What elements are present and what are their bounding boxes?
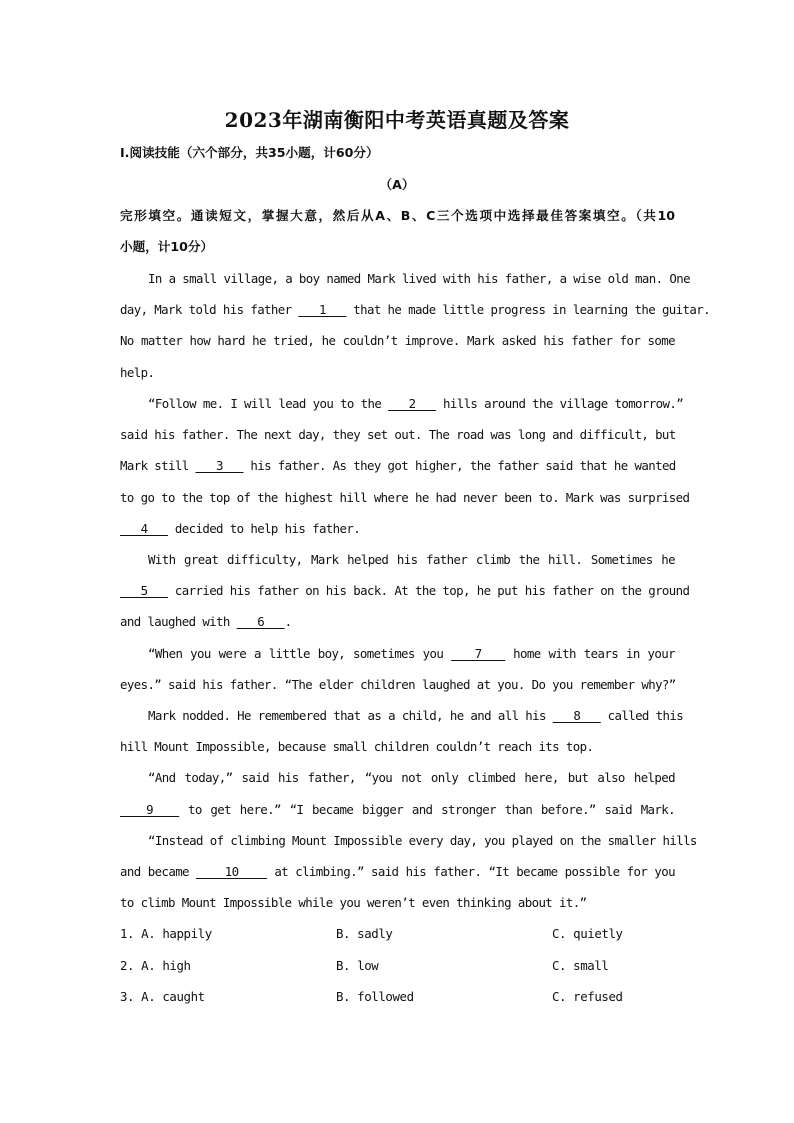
option-a: 1. A. happily xyxy=(120,926,212,941)
text-run: that he made little progress in learning the guitar. xyxy=(346,302,710,317)
instructions-line-2: 小题，计10分） xyxy=(120,239,214,254)
option-c: C. refused xyxy=(552,989,623,1004)
blank-3: 3 xyxy=(195,458,244,473)
passage-line xyxy=(148,707,684,725)
passage-line: “Instead of climbing Mount Impossible every day, you played on the smaller hills xyxy=(148,833,697,848)
blank-7: 7 xyxy=(451,646,506,661)
blank-1: 1 xyxy=(298,302,347,317)
text-run: at climbing.” said his father. “It became possible for you xyxy=(267,864,675,879)
blank-6: 6 xyxy=(236,614,285,629)
blank-8: 8 xyxy=(552,708,601,723)
passage-line xyxy=(148,645,675,663)
passage-line xyxy=(120,301,710,319)
blank-5: 5 xyxy=(120,583,169,598)
passage-line: hill Mount Impossible, because small children couldn’t reach its top. xyxy=(120,739,594,754)
text-run: home with tears in your xyxy=(505,646,675,661)
passage-line xyxy=(120,582,690,600)
passage-line: “And today,” said his father, “you not only climbed here, but also helped xyxy=(148,770,675,785)
document-title: 2023年湖南衡阳中考英语真题及答案 xyxy=(224,108,570,132)
option-c: C. small xyxy=(552,958,609,973)
option-b: B. sadly xyxy=(336,926,393,941)
part-label: （A） xyxy=(379,177,415,192)
section-heading: I.阅读技能（六个部分，共35小题，计60分） xyxy=(120,145,379,160)
text-run: “When you were a little boy, sometimes you xyxy=(148,646,452,661)
text-run: “Follow me. I will lead you to the xyxy=(148,396,389,411)
text-run: hills around the village tomorrow.” xyxy=(436,396,684,411)
option-b: B. followed xyxy=(336,989,414,1004)
text-run: Mark still xyxy=(120,458,196,473)
text-run: . xyxy=(284,614,292,629)
passage-line: to go to the top of the highest hill where he had never been to. Mark was surprised xyxy=(120,490,690,505)
passage-line: said his father. The next day, they set out. The road was long and difficult, but xyxy=(120,427,676,442)
text-run: to get here.” “I became bigger and stronger than before.” said Mark. xyxy=(179,802,675,817)
passage-line: In a small village, a boy named Mark lived with his father, a wise old man. One xyxy=(148,271,690,286)
text-run: carried his father on his back. At the top, he put his father on the ground xyxy=(168,583,690,598)
text-run: called this xyxy=(600,708,684,723)
passage-line xyxy=(120,613,675,631)
passage-line: to climb Mount Impossible while you weren’t even thinking about it.” xyxy=(120,895,587,910)
text-run: Mark nodded. He remembered that as a child, he and all his xyxy=(148,708,553,723)
option-a: 3. A. caught xyxy=(120,989,205,1004)
passage-line: With great difficulty, Mark helped his father climb the hill. Sometimes he xyxy=(148,552,675,567)
text-run: and became xyxy=(120,864,197,879)
option-b: B. low xyxy=(336,958,379,973)
passage-line xyxy=(120,520,675,538)
text-run: day, Mark told his father xyxy=(120,302,299,317)
passage-line: eyes.” said his father. “The elder children laughed at you. Do you remember why?” xyxy=(120,677,676,692)
passage-line xyxy=(120,801,675,819)
text-run: his father. As they got higher, the father said that he wanted xyxy=(243,458,676,473)
instructions-line-1: 完形填空。通读短文，掌握大意，然后从A、B、C三个选项中选择最佳答案填空。（共10 xyxy=(120,208,675,223)
blank-2: 2 xyxy=(388,396,437,411)
blank-4: 4 xyxy=(120,521,169,536)
blank-10: 10 xyxy=(196,864,268,879)
passage-line: No matter how hard he tried, he couldn’t improve. Mark asked his father for some xyxy=(120,333,675,348)
text-run: decided to help his father. xyxy=(168,521,361,536)
passage-line xyxy=(148,395,684,413)
blank-9: 9 xyxy=(120,802,180,817)
option-a: 2. A. high xyxy=(120,958,191,973)
passage-line xyxy=(120,863,675,881)
passage-line xyxy=(120,457,675,475)
passage-line: help. xyxy=(120,365,155,380)
text-run: and laughed with xyxy=(120,614,237,629)
option-c: C. quietly xyxy=(552,926,623,941)
